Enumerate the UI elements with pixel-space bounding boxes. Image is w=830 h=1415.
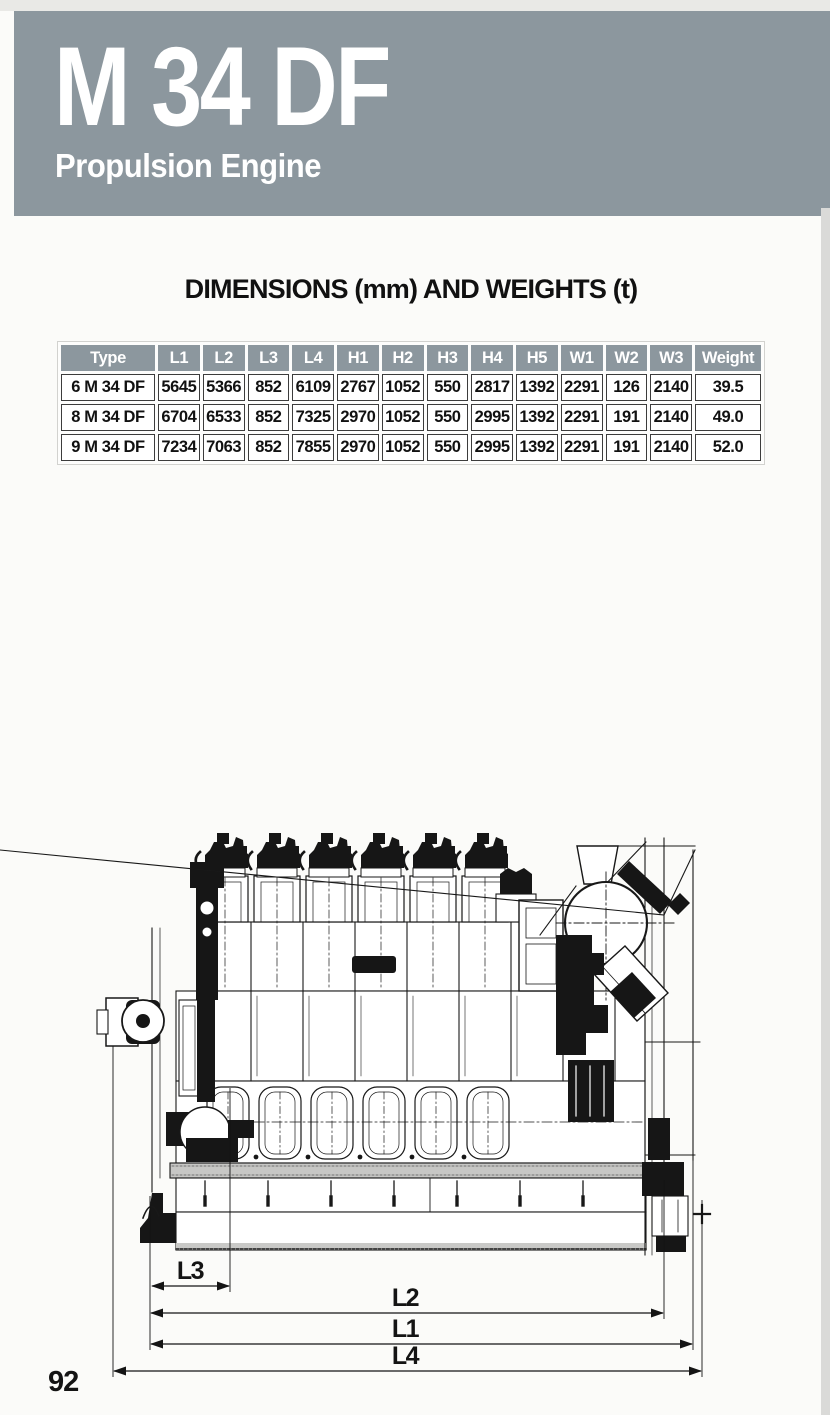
table-cell: 2970 — [337, 404, 379, 431]
table-cell: 2970 — [337, 434, 379, 461]
table-cell: 2291 — [561, 374, 603, 401]
column-header: H3 — [427, 345, 469, 371]
table-cell: 852 — [248, 404, 290, 431]
table-cell: 1392 — [516, 434, 558, 461]
table-cell: 1392 — [516, 374, 558, 401]
table-cell: 5366 — [203, 374, 245, 401]
table-cell: 39.5 — [695, 374, 761, 401]
column-header: H2 — [382, 345, 424, 371]
dimensions-table — [57, 341, 765, 465]
table-cell: 2140 — [650, 374, 692, 401]
engine-structure — [0, 833, 710, 1255]
dimension-label-l4: L4 — [391, 1342, 419, 1370]
row-type: 9 M 34 DF — [61, 434, 155, 461]
column-header: H5 — [516, 345, 558, 371]
dimension-label-l1: L1 — [391, 1315, 419, 1343]
dimension-label-l2: L2 — [391, 1284, 419, 1312]
column-header: W3 — [650, 345, 692, 371]
table-cell: 550 — [427, 434, 469, 461]
table-cell: 550 — [427, 374, 469, 401]
table-cell: 49.0 — [695, 404, 761, 431]
title-banner — [14, 11, 830, 216]
table-cell: 7234 — [158, 434, 200, 461]
dimension-label-l3: L3 — [176, 1257, 204, 1285]
table-cell: 1392 — [516, 404, 558, 431]
table-row — [61, 374, 761, 401]
column-header: W2 — [606, 345, 648, 371]
engine-model-title: M 34 DF — [54, 24, 389, 149]
table-row — [61, 404, 761, 431]
table-cell: 1052 — [382, 404, 424, 431]
table-cell: 2995 — [471, 434, 513, 461]
brand-plate — [352, 956, 396, 973]
table-cell: 7325 — [292, 404, 334, 431]
column-header-weight: Weight — [695, 345, 761, 371]
table-cell: 7063 — [203, 434, 245, 461]
front-pump — [97, 998, 164, 1046]
table-cell: 7855 — [292, 434, 334, 461]
engine-type-subtitle: Propulsion Engine — [55, 147, 322, 184]
foundation-band — [176, 1178, 646, 1212]
column-header-type: Type — [61, 345, 155, 371]
engine-side-view-drawing — [0, 820, 830, 1415]
page-top-strip — [0, 0, 830, 11]
page-number: 92 — [48, 1366, 79, 1398]
column-header: W1 — [561, 345, 603, 371]
column-header: H1 — [337, 345, 379, 371]
right-pump-stack — [642, 1118, 710, 1252]
table-cell: 5645 — [158, 374, 200, 401]
table-cell: 2817 — [471, 374, 513, 401]
dimensions-section-title: DIMENSIONS (mm) AND WEIGHTS (t) — [184, 274, 638, 304]
table-cell: 2291 — [561, 434, 603, 461]
table-cell: 2140 — [650, 434, 692, 461]
table-cell: 6704 — [158, 404, 200, 431]
table-cell: 6109 — [292, 374, 334, 401]
column-header: H4 — [471, 345, 513, 371]
row-type: 6 M 34 DF — [61, 374, 155, 401]
table-cell: 126 — [606, 374, 648, 401]
column-header: L2 — [203, 345, 245, 371]
table-cell: 191 — [606, 434, 648, 461]
table-cell: 2291 — [561, 404, 603, 431]
table-cell: 852 — [248, 374, 290, 401]
column-header: L1 — [158, 345, 200, 371]
column-header: L4 — [292, 345, 334, 371]
column-header: L3 — [248, 345, 290, 371]
table-row — [61, 434, 761, 461]
table-cell: 6533 — [203, 404, 245, 431]
table-header-row — [61, 345, 761, 371]
table-cell: 550 — [427, 404, 469, 431]
table-cell: 2140 — [650, 404, 692, 431]
table-cell: 2767 — [337, 374, 379, 401]
left-mounting-foot — [140, 1193, 176, 1243]
base-rail — [170, 1163, 652, 1178]
row-type: 8 M 34 DF — [61, 404, 155, 431]
table-cell: 852 — [248, 434, 290, 461]
table-cell: 191 — [606, 404, 648, 431]
table-cell: 1052 — [382, 374, 424, 401]
table-cell: 52.0 — [695, 434, 761, 461]
table-cell: 1052 — [382, 434, 424, 461]
page-edge-strip — [821, 208, 830, 1415]
table-cell: 2995 — [471, 404, 513, 431]
